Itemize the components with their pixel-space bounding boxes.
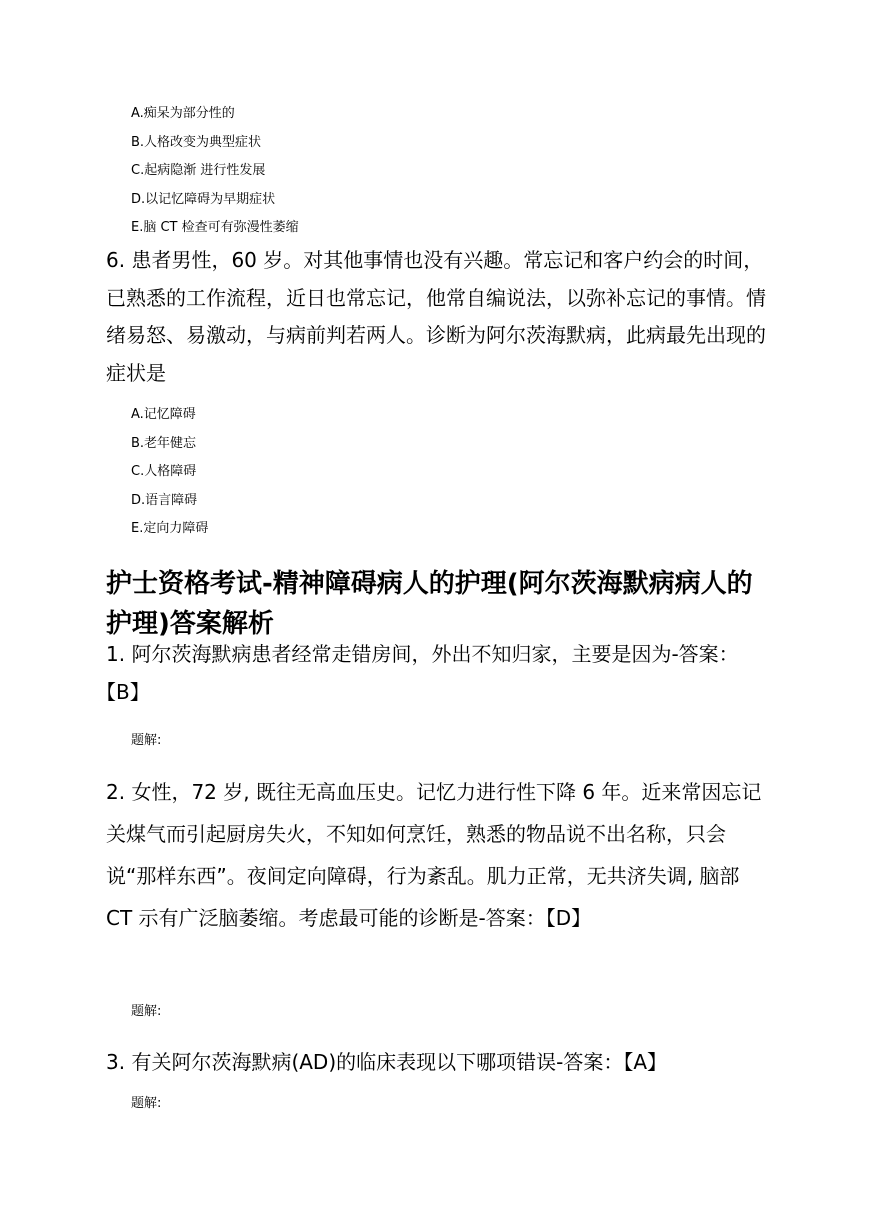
question-6-options — [131, 401, 811, 544]
answer-1-explanation-label: 题解: — [131, 733, 162, 748]
answer-2-question-text: 2. 女性，72 岁, 既往无高血压史。记忆力进行性下降 6 年。近来常因忘记关煤气而引起厨房失火，不知如何烹饪，熟悉的物品说不出名称，只会说“那样东西”。夜间定向障碍，行为紊乱。肌力正常，无共济失调, 脑部 CT 示有广泛脑萎缩。考虑最可能的诊断是-答案： — [106, 780, 762, 930]
answer-3-question-text: 3. 有关阿尔茨海默病(AD)的临床表现以下哪项错误-答案： — [106, 1050, 624, 1074]
question-6-text: 6. 患者男性，60 岁。对其他事情也没有兴趣。常忘记和客户约会的时间，已熟悉的工作流程，近日也常忘记，他常自编说法，以弥补忘记的事情。情绪易怒、易激动，与病前判若两人。诊断为阿尔茨海默病，此病最先出现的症状是 — [106, 248, 766, 385]
option-c: C.起病隐渐 进行性发展 — [131, 163, 266, 178]
answer-1-question-text: 1. 阿尔茨海默病患者经常走错房间，外出不知归家，主要是因为-答案： — [106, 642, 739, 666]
option-c: C.人格障碍 — [131, 464, 197, 479]
answer-3-question — [106, 1044, 806, 1082]
prev-question-options — [131, 100, 811, 243]
option-b: B.老年健忘 — [131, 435, 197, 451]
answer-1-question — [106, 636, 766, 711]
option-e: E.脑 CT 检查可有弥漫性萎缩 — [131, 220, 299, 235]
option-d: D.以记忆障碍为早期症状 — [131, 191, 276, 207]
option-d: D.语言障碍 — [131, 492, 198, 508]
answer-2-explanation-label: 题解: — [131, 1004, 162, 1019]
answer-2-key: 【D】 — [545, 906, 592, 930]
answer-1-key: 【B】 — [106, 679, 150, 704]
answer-3-key: 【A】 — [623, 1050, 668, 1074]
option-b: B.人格改变为典型症状 — [131, 134, 262, 150]
option-a: A.记忆障碍 — [131, 407, 196, 422]
option-a: A.痴呆为部分性的 — [131, 106, 235, 121]
answer-2-question — [106, 771, 766, 939]
answer-3-explanation-label: 题解: — [131, 1096, 162, 1111]
option-e: E.定向力障碍 — [131, 521, 209, 536]
section-title: 护士资格考试-精神障碍病人的护理(阿尔茨海默病病人的护理)答案解析 — [106, 569, 753, 639]
